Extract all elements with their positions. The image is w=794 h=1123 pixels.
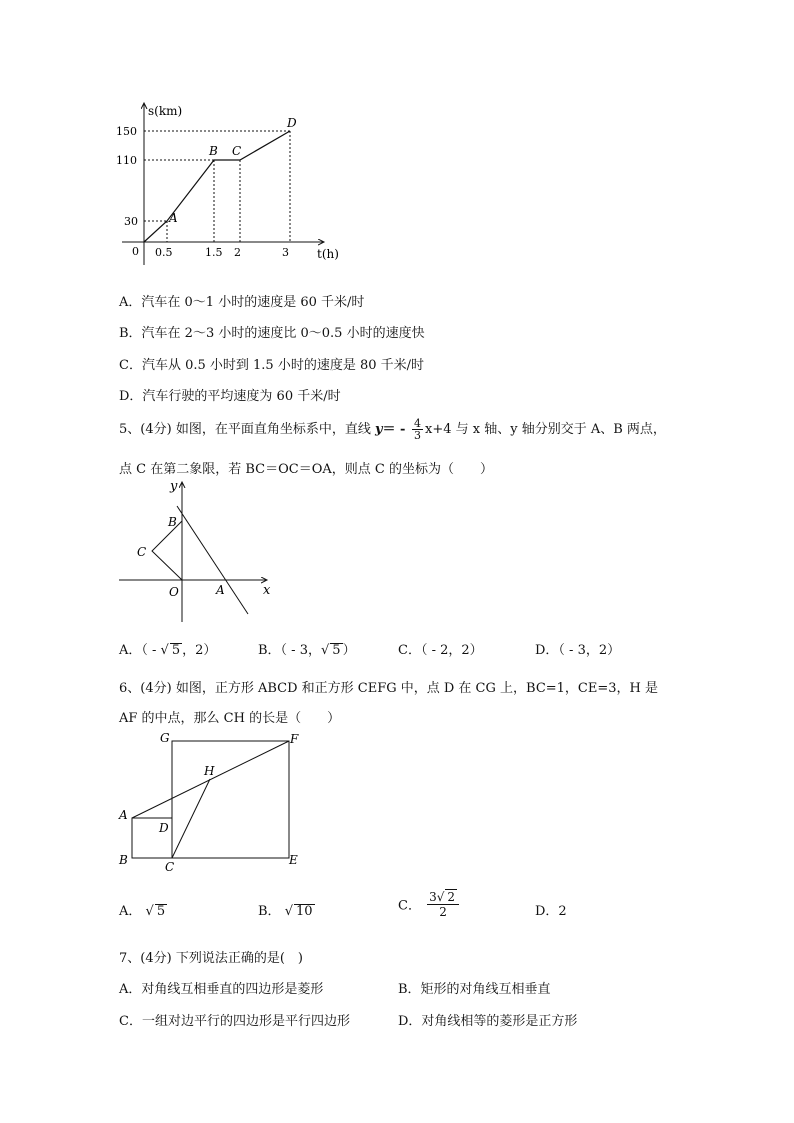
x-tick-3: 3 [282, 246, 289, 259]
svg-text:A: A [216, 583, 225, 597]
q6-option-c: C． $\frac{3√ 2}{2}$ [398, 889, 461, 919]
q4-option-a: A．汽车在 0～1 小时的速度是 60 千米/时 [119, 295, 365, 310]
svg-text:E: E [289, 853, 298, 867]
q7-option-a: A．对角线互相垂直的四边形是菱形 [119, 982, 324, 997]
svg-text:y: y [170, 479, 178, 494]
q7-option-b: B．矩形的对角线互相垂直 [398, 982, 551, 997]
q6-option-d: D．2 [535, 904, 567, 919]
q5-option-c: C．（ - 2，2） [398, 643, 483, 658]
q4-option-c: C．汽车从 0.5 小时到 1.5 小时的速度是 80 千米/时 [119, 358, 425, 373]
q5-eq-y: y [374, 422, 383, 437]
origin-label: 0 [132, 245, 139, 258]
point-b-label: B [209, 144, 218, 158]
svg-text:F: F [290, 732, 299, 746]
q5-eq-tail: x+4 [424, 422, 452, 437]
svg-text:A: A [119, 808, 128, 822]
q5-option-a: A．（ - √ 5 ，2） [119, 643, 217, 658]
point-d-label: D [287, 116, 297, 130]
svg-text:x: x [263, 583, 271, 598]
q6-stem-line1: 6、(4分) 如图，正方形 ABCD 和正方形 CEFG 中，点 D 在 CG 上，BC=1，CE=3，H 是 [119, 681, 658, 696]
q7-option-c: C．一组对边平行的四边形是平行四边形 [119, 1014, 350, 1029]
q5-frac-den: 3 [413, 429, 421, 442]
y-tick-110: 110 [116, 154, 137, 167]
q5-fraction [412, 418, 423, 441]
q4-option-b: B．汽车在 2～3 小时的速度比 0～0.5 小时的速度快 [119, 326, 425, 341]
q6-stem-line2: AF 的中点，那么 CH 的长是（ ） [119, 711, 341, 726]
q5-stem-pre: 5、(4分) 如图，在平面直角坐标系中，直线 [119, 422, 371, 437]
q5-stem-line2: 点 C 在第二象限，若 BC＝OC＝OA，则点 C 的坐标为（ ） [119, 462, 493, 477]
svg-text:O: O [169, 585, 179, 599]
svg-text:G: G [160, 731, 170, 745]
svg-text:C: C [165, 860, 175, 873]
q4-option-d: D．汽车行驶的平均速度为 60 千米/时 [119, 389, 341, 404]
q6-squares-figure [115, 728, 310, 873]
q5-coordinate-figure [115, 476, 280, 626]
svg-text:D: D [159, 821, 169, 835]
q5-frac-num: 4 [413, 417, 421, 430]
x-axis-label: t(h) [317, 247, 339, 261]
x-tick-2: 2 [234, 246, 241, 259]
q5-option-b: B．（ - 3，√ 5 ） [258, 643, 356, 658]
q7-option-d: D．对角线相等的菱形是正方形 [398, 1014, 578, 1029]
y-axis-label: s(km) [148, 104, 183, 118]
svg-text:B: B [168, 515, 177, 529]
q5-eq-mid: ＝ - [382, 422, 410, 437]
point-a-label: A [169, 211, 178, 225]
x-tick-0.5: 0.5 [155, 246, 173, 259]
svg-text:C: C [137, 545, 147, 559]
svg-text:H: H [204, 764, 215, 778]
svg-text:B: B [119, 853, 128, 867]
q6-option-b: B． √ 10 [258, 904, 313, 919]
q5-stem-line1 [119, 418, 666, 441]
q7-stem: 7、(4分) 下列说法正确的是( ) [119, 951, 303, 966]
x-tick-1.5: 1.5 [205, 246, 223, 259]
q5-stem-post: 与 x 轴、y 轴分别交于 A、B 两点， [451, 422, 666, 437]
q5-option-d: D．（ - 3，2） [535, 643, 621, 658]
q6-option-a: A． √ 5 [119, 904, 166, 919]
y-tick-30: 30 [124, 215, 138, 228]
point-c-label: C [232, 144, 242, 158]
y-tick-150: 150 [116, 125, 137, 138]
distance-time-graph [110, 95, 350, 270]
